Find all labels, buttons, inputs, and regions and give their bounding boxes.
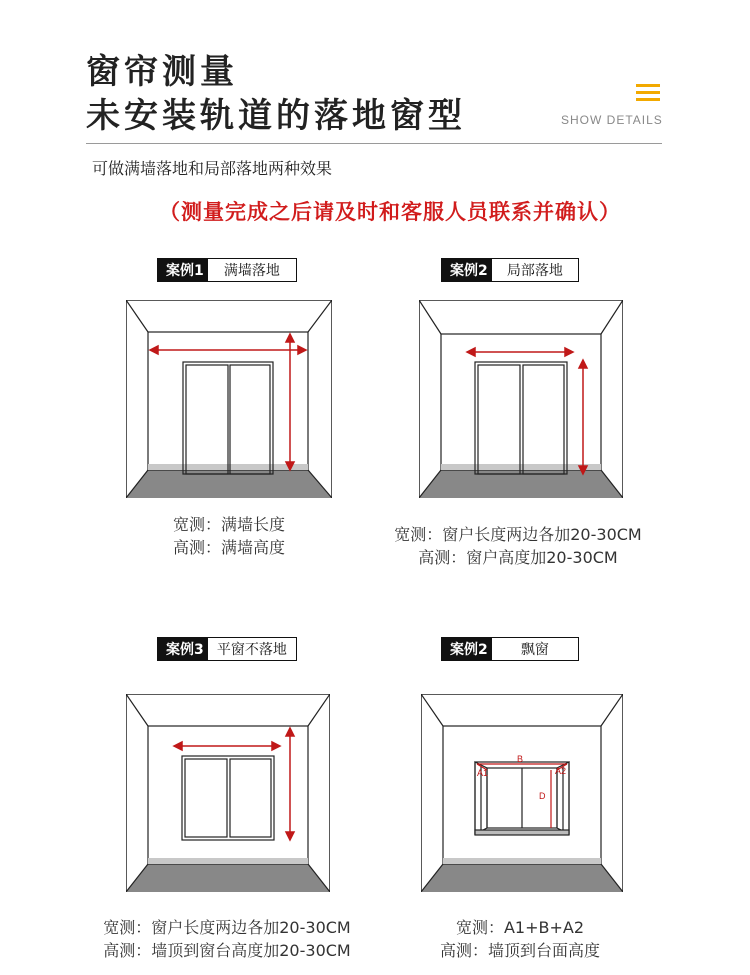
case-name: 局部落地 [506,263,563,279]
case-4-badge [441,637,579,661]
hamburger-icon[interactable] [636,84,660,102]
case-name: 平窗不落地 [216,642,287,658]
label-d: D [539,791,546,801]
case-1-width-note: 宽测：满墙长度 [172,515,285,534]
case-name: 飘窗 [520,642,549,658]
case-tag: 案例2 [442,638,492,660]
case-3-height-note: 高测：墙顶到窗台高度加20-30CM [103,941,351,960]
page-subtitle-heading: 未安装轨道的落地窗型 [86,96,466,136]
case-4-height-note: 高测：墙顶到台面高度 [439,941,600,960]
case-name: 满墙落地 [223,263,280,279]
case-3-diagram [126,694,330,892]
case-3-width-note: 宽测：窗户长度两边各加20-30CM [103,918,351,937]
case-1-diagram [126,300,332,498]
case-tag: 案例1 [158,259,208,281]
case-4-diagram [421,694,623,892]
case-2-diagram [419,300,623,498]
intro-text: 可做满墙落地和局部落地两种效果 [92,159,333,178]
case-tag: 案例2 [442,259,492,281]
case-1-height-note: 高测：满墙高度 [172,538,285,557]
case-1-badge [157,258,297,282]
case-tag: 案例3 [158,638,208,660]
label-b: B [517,754,524,764]
label-a1: A1 [477,768,489,778]
page-title: 窗帘测量 [86,52,238,92]
case-4-width-note: 宽测：A1+B+A2 [455,918,585,937]
header-divider [86,143,662,144]
case-3-badge [157,637,297,661]
label-a2: A2 [555,766,567,776]
case-2-width-note: 宽测：窗户长度两边各加20-30CM [394,525,642,544]
case-2-height-note: 高测：窗户高度加20-30CM [418,548,618,567]
show-details-link[interactable]: SHOW DETAILS [561,113,663,127]
case-2-badge [441,258,579,282]
notice-text: （测量完成之后请及时和客服人员联系并确认） [159,200,621,224]
